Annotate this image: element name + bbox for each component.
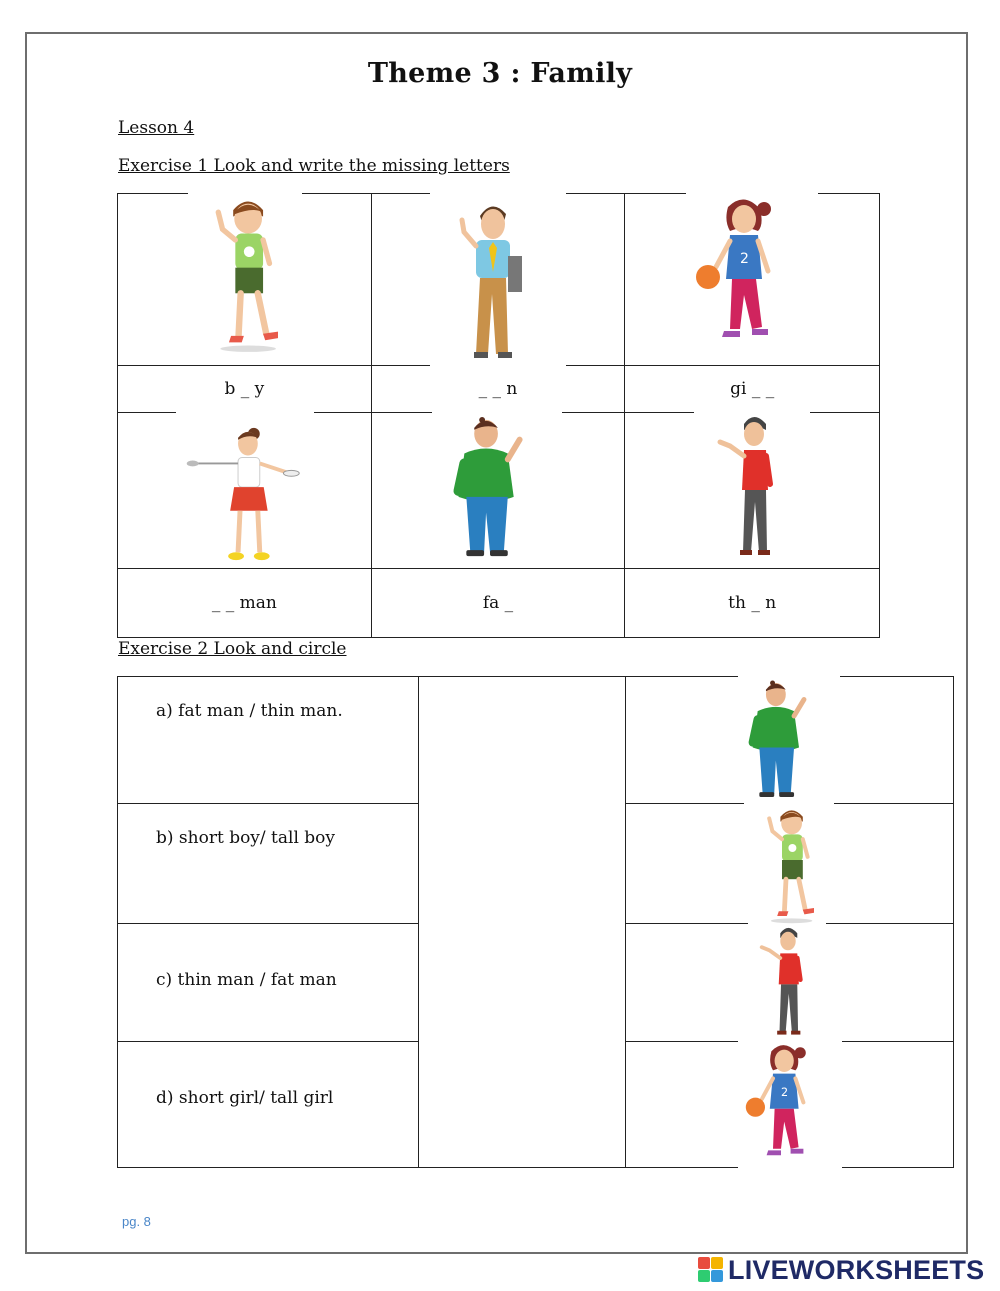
ex1-answer-man[interactable]: _ _ n — [371, 366, 625, 413]
liveworksheets-logo — [698, 1255, 984, 1285]
page-title: Theme 3 : Family — [367, 58, 633, 89]
thin-man-figure — [714, 412, 794, 562]
boy-figure — [752, 804, 828, 924]
logo-tile — [698, 1257, 710, 1269]
ex2-row-d[interactable]: d) short girl/ tall girl — [118, 1042, 419, 1168]
ex2-row-a[interactable]: a) fat man / thin man. — [118, 677, 419, 804]
ex2-row-c[interactable]: c) thin man / fat man — [118, 924, 419, 1042]
woman-cooking-figure — [182, 422, 302, 570]
ex2-blank-column — [418, 677, 626, 1168]
logo-tile — [711, 1270, 723, 1282]
exercise1-heading: Exercise 1 Look and write the missing letters — [118, 156, 510, 176]
fat-man-figure — [446, 414, 536, 562]
ex2-row-b[interactable]: b) short boy/ tall boy — [118, 804, 419, 924]
exercise2-table — [117, 676, 954, 1168]
fat-man-figure — [742, 678, 818, 802]
boy-figure — [200, 193, 292, 353]
liveworksheets-icon — [698, 1257, 724, 1283]
logo-tile — [711, 1257, 723, 1269]
ex1-answer-thin[interactable]: th _ n — [625, 569, 880, 638]
page-number: pg. 8 — [122, 1214, 151, 1229]
brand-text: LIVEWORKSHEETS — [728, 1254, 985, 1285]
ex1-answer-girl[interactable]: gi _ _ — [625, 366, 880, 413]
girl-with-ball-figure — [740, 1040, 822, 1168]
ex1-answer-woman[interactable]: _ _ man — [118, 569, 372, 638]
logo-tile — [698, 1270, 710, 1282]
ex1-answer-fat[interactable]: fa _ — [371, 569, 625, 638]
man-with-tie-figure — [444, 198, 540, 368]
lesson-label: Lesson 4 — [118, 118, 195, 138]
exercise2-heading: Exercise 2 Look and circle — [118, 639, 347, 659]
ex1-answer-boy[interactable]: b _ y — [118, 366, 372, 413]
girl-with-ball-figure — [690, 193, 790, 353]
thin-man-figure — [756, 924, 820, 1040]
